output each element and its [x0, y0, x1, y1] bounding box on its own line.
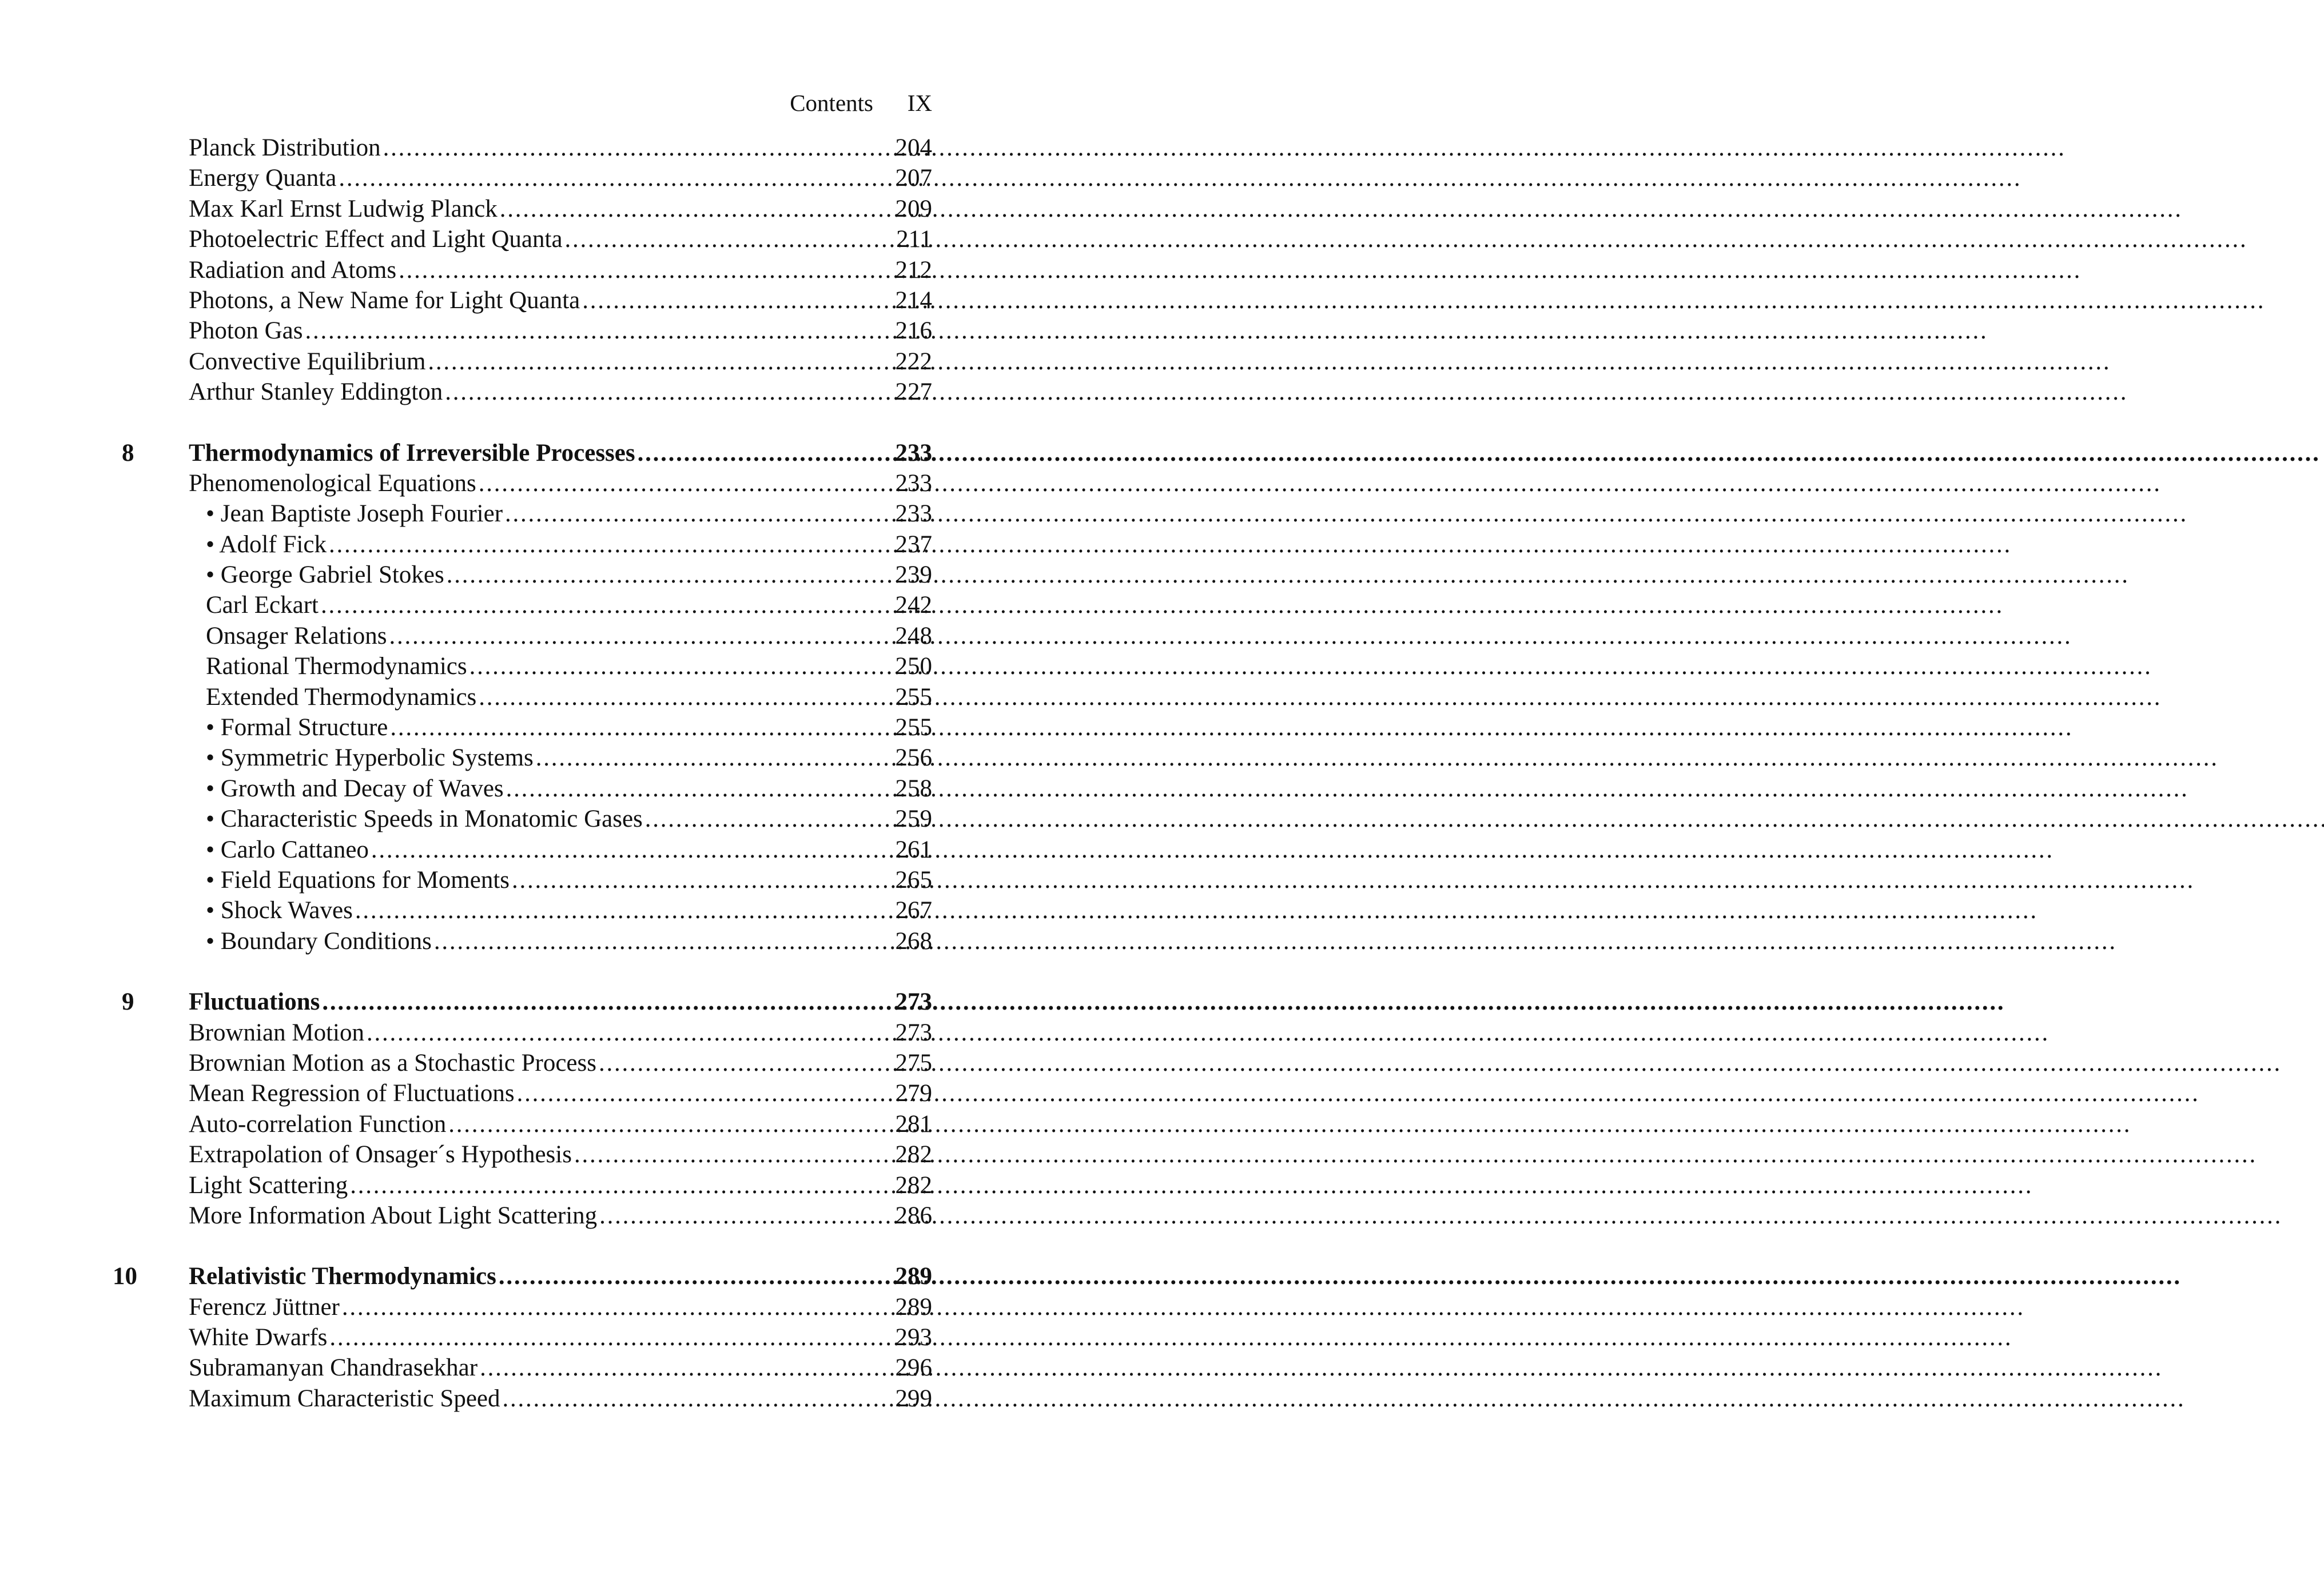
toc-entry	[189, 1322, 932, 1353]
dot-leader	[599, 1201, 892, 1231]
chapter-number: 9	[122, 988, 134, 1016]
dot-leader	[342, 1292, 892, 1322]
toc-entry-page: 248	[895, 622, 932, 649]
toc-entry-page: 237	[895, 531, 932, 558]
toc-entry-page: 214	[895, 286, 932, 314]
toc-entry-page: 255	[895, 683, 932, 711]
toc-entry-title: Carl Eckart	[206, 592, 319, 619]
toc-entry	[189, 377, 932, 407]
toc-entry-title: • Field Equations for Moments	[206, 866, 510, 894]
toc-entry-page: 207	[895, 165, 932, 192]
toc-entry	[189, 224, 932, 254]
toc-entry-title: Rational Thermodynamics	[206, 653, 467, 680]
toc-entry-page: 222	[895, 348, 932, 375]
toc-entry	[189, 133, 932, 163]
dot-leader	[399, 255, 892, 285]
toc-entry-title: • Characteristic Speeds in Monatomic Gases	[206, 806, 643, 833]
toc-entry-title: Convective Equilibrium	[189, 348, 426, 375]
dot-leader	[512, 865, 892, 895]
toc-entry-title: Radiation and Atoms	[189, 256, 397, 284]
chapter-number: 8	[122, 439, 134, 466]
chapter-number: 10	[113, 1263, 137, 1290]
toc-entry	[189, 529, 932, 560]
dot-leader	[367, 1018, 892, 1048]
toc-entry	[189, 1383, 932, 1414]
dot-leader	[479, 682, 892, 712]
dot-leader	[499, 1261, 892, 1291]
toc-entry-page: 204	[895, 134, 932, 161]
toc-entry	[189, 804, 932, 834]
toc-entry	[189, 621, 932, 651]
chapter-page: 289	[895, 1263, 932, 1290]
toc-entry	[189, 712, 932, 743]
chapter-heading	[113, 1261, 932, 1291]
toc-entry	[189, 773, 932, 804]
toc-entry-title: Subramanyan Chandrasekhar	[189, 1354, 478, 1382]
toc-entry-title: • Shock Waves	[206, 897, 353, 924]
dot-leader	[582, 285, 892, 316]
dot-leader	[321, 590, 892, 620]
chapter-title: Fluctuations	[189, 988, 320, 1016]
toc-entry-title: Planck Distribution	[189, 134, 381, 161]
toc-entry-title: Extended Thermodynamics	[206, 683, 477, 711]
toc-entry-page: 227	[895, 378, 932, 406]
toc-entry	[189, 1018, 932, 1048]
toc-entry-title: Phenomenological Equations	[189, 469, 476, 497]
toc-entry	[189, 163, 932, 193]
running-header	[189, 86, 932, 120]
toc-entry	[189, 1353, 932, 1383]
toc-entry-title: More Information About Light Scattering	[189, 1202, 598, 1229]
running-header-page-number: IX	[907, 90, 932, 116]
toc-entry-title: Auto-correlation Function	[189, 1110, 447, 1138]
chapter-title: Thermodynamics of Irreversible Processes	[189, 439, 635, 466]
toc-entry-title: Onsager Relations	[206, 622, 387, 649]
toc-entry-title: Photoelectric Effect and Light Quanta	[189, 226, 563, 253]
dot-leader	[350, 1170, 892, 1201]
toc-entry-page: 211	[896, 226, 932, 253]
dot-leader	[383, 133, 892, 163]
toc-entry	[189, 316, 932, 346]
toc-entry-title: Light Scattering	[189, 1171, 348, 1199]
toc-entry-title: Mean Regression of Fluctuations	[189, 1080, 515, 1107]
toc-entry	[189, 1170, 932, 1201]
toc-entry-page: 281	[895, 1110, 932, 1138]
dot-leader	[355, 895, 892, 926]
toc-entry-page: 212	[895, 256, 932, 284]
toc-entry-page: 293	[895, 1324, 932, 1351]
chapter-title: Relativistic Thermodynamics	[189, 1263, 496, 1290]
dot-leader	[574, 1139, 892, 1170]
toc-entry-title: Energy Quanta	[189, 165, 337, 192]
toc-entry-page: 275	[895, 1049, 932, 1076]
toc-entry	[189, 560, 932, 590]
toc-entry-title: Photon Gas	[189, 317, 303, 345]
dot-leader	[638, 438, 892, 468]
toc-entry-title: Ferencz Jüttner	[189, 1293, 340, 1321]
chapter-page: 233	[895, 439, 932, 466]
toc-entry	[189, 346, 932, 377]
toc-entry	[189, 1139, 932, 1170]
toc-entry-page: 282	[895, 1171, 932, 1199]
toc-entry-title: • Growth and Decay of Waves	[206, 775, 504, 802]
chapter-heading	[122, 438, 932, 468]
dot-leader	[390, 712, 892, 743]
dot-leader	[428, 346, 892, 377]
toc-entry	[189, 682, 932, 712]
toc-entry	[189, 468, 932, 499]
toc-chapter-8	[122, 438, 932, 957]
toc-entry	[189, 743, 932, 773]
toc-entry-page: 265	[895, 866, 932, 894]
toc-entry-title: Arthur Stanley Eddington	[189, 378, 443, 406]
dot-leader	[445, 377, 892, 407]
toc-entry-title: Maximum Characteristic Speed	[189, 1385, 500, 1412]
dot-leader	[322, 987, 892, 1017]
toc-entry-page: 258	[895, 775, 932, 802]
toc-entry-page: 256	[895, 744, 932, 772]
dot-leader	[434, 926, 892, 956]
dot-leader	[565, 224, 893, 254]
toc-entry-title: • George Gabriel Stokes	[206, 561, 444, 589]
toc-entry-page: 239	[895, 561, 932, 589]
dot-leader	[371, 835, 892, 865]
toc-entry-page: 279	[895, 1080, 932, 1107]
toc-entry	[189, 1292, 932, 1322]
toc-entry-page: 242	[895, 592, 932, 619]
dot-leader	[505, 499, 892, 529]
toc-entry-page: 255	[895, 714, 932, 741]
toc-entry	[189, 926, 932, 956]
toc-chapter-9	[122, 987, 932, 1231]
toc-entry-title: • Boundary Conditions	[206, 927, 432, 955]
chapter-page: 273	[895, 988, 932, 1016]
toc-section-chapter7-continued	[189, 133, 932, 408]
toc-entry-page: 273	[895, 1019, 932, 1046]
toc-entry-title: Extrapolation of Onsager´s Hypothesis	[189, 1141, 572, 1169]
toc-entry-page: 289	[895, 1293, 932, 1321]
dot-leader	[389, 621, 892, 651]
dot-leader	[536, 743, 892, 773]
toc-entry-page: 250	[895, 653, 932, 680]
toc-entry-page: 282	[895, 1141, 932, 1169]
table-of-contents	[113, 133, 932, 1414]
dot-leader	[339, 163, 892, 193]
dot-leader	[500, 194, 892, 224]
toc-entry	[189, 194, 932, 224]
dot-leader	[645, 804, 892, 834]
toc-entry-page: 233	[895, 500, 932, 528]
toc-entry-page: 299	[895, 1385, 932, 1412]
toc-entry-page: 267	[895, 897, 932, 924]
toc-entry	[189, 1201, 932, 1231]
dot-leader	[599, 1048, 892, 1078]
toc-entry-title: Max Karl Ernst Ludwig Planck	[189, 195, 498, 222]
toc-entry	[189, 651, 932, 681]
dot-leader	[479, 468, 892, 499]
toc-entry-page: 259	[895, 806, 932, 833]
dot-leader	[517, 1078, 892, 1108]
toc-entry-page: 261	[895, 836, 932, 863]
toc-entry-title: • Jean Baptiste Joseph Fourier	[206, 500, 503, 528]
toc-entry-title: • Symmetric Hyperbolic Systems	[206, 744, 534, 772]
toc-entry	[189, 835, 932, 865]
dot-leader	[447, 560, 892, 590]
toc-entry-page: 296	[895, 1354, 932, 1382]
dot-leader	[503, 1383, 892, 1414]
toc-entry-page: 216	[895, 317, 932, 345]
dot-leader	[480, 1353, 892, 1383]
toc-entry-page: 233	[895, 469, 932, 497]
chapter-heading	[122, 987, 932, 1017]
dot-leader	[329, 1322, 892, 1353]
toc-chapter-10	[113, 1261, 932, 1414]
toc-entry	[189, 499, 932, 529]
toc-entry-title: Brownian Motion as a Stochastic Process	[189, 1049, 596, 1076]
toc-entry	[189, 865, 932, 895]
toc-entry-title: Photons, a New Name for Light Quanta	[189, 286, 580, 314]
toc-entry	[189, 1048, 932, 1078]
toc-entry-page: 268	[895, 927, 932, 955]
toc-entry-title: • Formal Structure	[206, 714, 388, 741]
toc-entry-page: 286	[895, 1202, 932, 1229]
toc-entry-title: White Dwarfs	[189, 1324, 328, 1351]
toc-entry-title: Brownian Motion	[189, 1019, 364, 1046]
toc-entry	[189, 1109, 932, 1139]
dot-leader	[329, 529, 892, 560]
dot-leader	[448, 1109, 892, 1139]
toc-entry-title: • Adolf Fick	[206, 531, 327, 558]
dot-leader	[305, 316, 892, 346]
toc-entry	[189, 285, 932, 316]
toc-entry	[189, 255, 932, 285]
dot-leader	[469, 651, 892, 681]
toc-entry-title: • Carlo Cattaneo	[206, 836, 369, 863]
dot-leader	[506, 773, 892, 804]
toc-entry	[189, 1078, 932, 1108]
running-header-title: Contents	[790, 90, 873, 116]
toc-entry-page: 209	[895, 195, 932, 222]
toc-entry	[189, 895, 932, 926]
toc-entry	[189, 590, 932, 620]
